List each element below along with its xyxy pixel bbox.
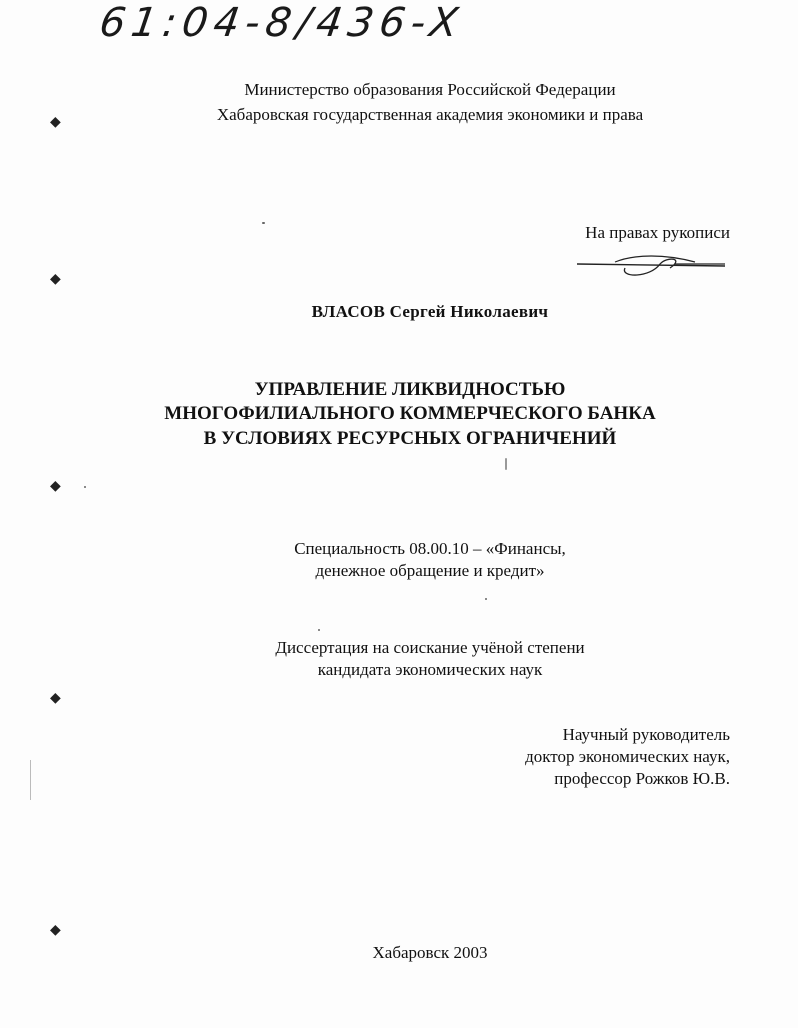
title-line-3: В УСЛОВИЯХ РЕСУРСНЫХ ОГРАНИЧЕНИЙ xyxy=(203,428,617,449)
specialty-line-2: денежное обращение и кредит» xyxy=(315,561,545,580)
ministry-name: Министерство образования Российской Федерации xyxy=(244,80,616,99)
manuscript-rights-note: На правах рукописи xyxy=(585,223,730,242)
scan-speck xyxy=(318,629,320,631)
supervisor-degree: доктор экономических наук, xyxy=(525,747,730,766)
binder-hole-mark: ◆ xyxy=(50,691,61,706)
scan-speck xyxy=(262,222,265,224)
dissertation-line-1: Диссертация на соискание учёной степени xyxy=(275,638,585,657)
title-line-1: УПРАВЛЕНИЕ ЛИКВИДНОСТЬЮ xyxy=(254,379,566,400)
binder-hole-mark: ◆ xyxy=(50,479,61,494)
supervisor-role: Научный руководитель xyxy=(562,725,730,744)
scan-speck xyxy=(505,458,507,470)
binder-hole-mark: ◆ xyxy=(50,272,61,287)
handwritten-archive-code: 61:04-8/436-X xyxy=(96,0,467,46)
scan-speck xyxy=(485,598,487,600)
scan-speck xyxy=(84,486,86,488)
academy-name: Хабаровская государственная академия экономики и права xyxy=(216,105,644,124)
author-name: ВЛАСОВ Сергей Николаевич xyxy=(311,302,549,321)
scan-edge-line xyxy=(30,760,31,800)
binder-hole-mark: ◆ xyxy=(50,923,61,938)
city-year: Хабаровск 2003 xyxy=(372,943,488,962)
binder-hole-mark: ◆ xyxy=(50,115,61,130)
supervisor-name: профессор Рожков Ю.В. xyxy=(554,769,730,788)
signature-scribble xyxy=(575,250,730,284)
dissertation-line-2: кандидата экономических наук xyxy=(317,660,543,679)
title-line-2: МНОГОФИЛИАЛЬНОГО КОММЕРЧЕСКОГО БАНКА xyxy=(164,403,656,424)
specialty-line-1: Специальность 08.00.10 – «Финансы, xyxy=(294,539,566,558)
